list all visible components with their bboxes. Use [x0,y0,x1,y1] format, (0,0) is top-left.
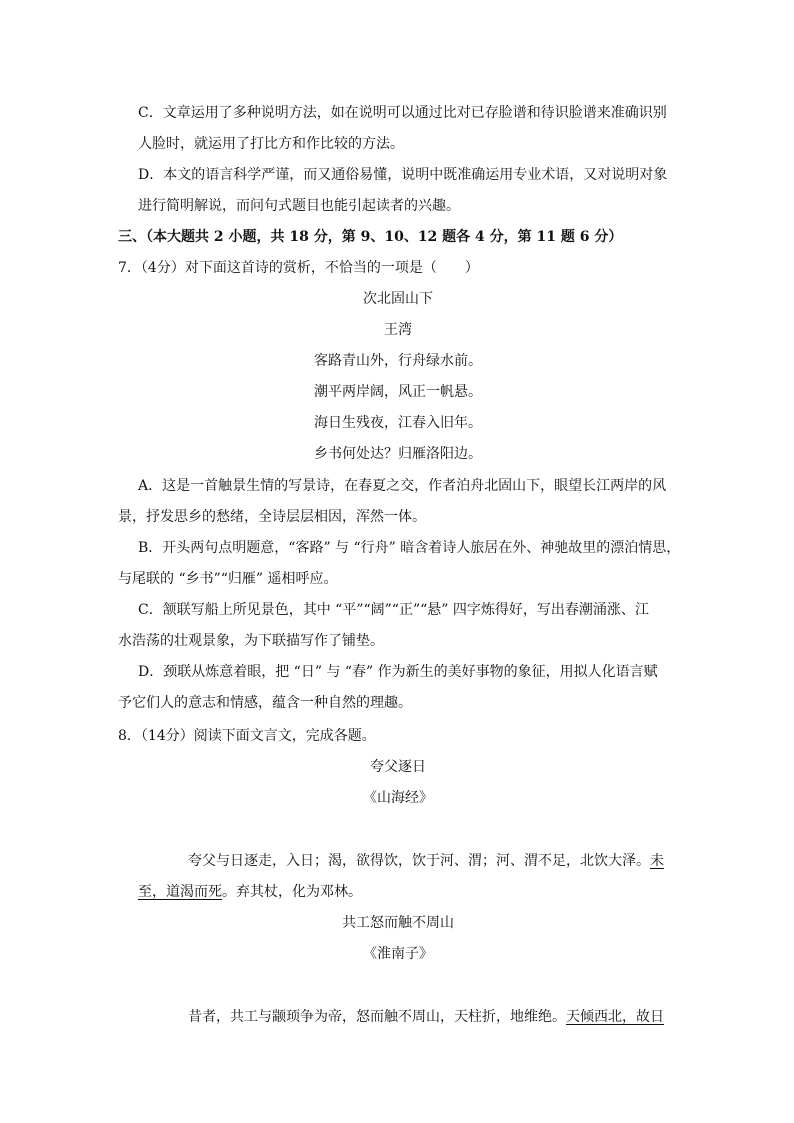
text1-plain: 夸父与日逐走，入日；渴，欲得饮，饮于河、渭；河、渭不足，北饮大泽。 [188,853,650,869]
q6-option-c-line1: C．文章运用了多种说明方法，如在说明可以通过比对已存脸谱和待识脸谱来准确识别 [138,105,667,121]
text1-paragraph-line2 [138,882,362,902]
q6-option-d-line1: D．本文的语言科学严谨，而又通俗易懂，说明中既准确运用专业术语，又对说明对象 [138,167,668,183]
q7-option-b-line2: 与尾联的 “乡书”“归雁” 遥相呼应。 [118,571,338,587]
text1-underlined: 至，道渴而死 [138,884,222,900]
q7-option-b-line1: B．开头两句点明题意，“客路” 与 “行舟” 暗含着诗人旅居在外、神驰故里的漂泊情思， [138,540,681,556]
poem-line: 海日生残夜，江春入旧年。 [314,415,482,431]
section-heading: 三、（本大题共 2 小题，共 18 分，第 9、10、12 题各 4 分，第 11 题 6 分） [118,229,623,245]
text2-title: 共工怒而触不周山 [342,915,454,931]
text1-paragraph-line1 [188,851,664,871]
text1-title: 夸父逐日 [370,759,426,775]
poem-line: 客路青山外，行舟绿水前。 [314,353,482,369]
q6-option-d-line2: 进行简明解说，而问句式题目也能引起读者的兴趣。 [138,198,460,214]
q6-option-c-line2: 人脸时，就运用了打比方和作比较的方法。 [138,136,404,152]
q7-option-c-line1: C．颔联写船上所见景色，其中 “平”“阔”“正”“悬” 四字炼得好，写出春潮涌涨、江 [138,602,649,618]
q7-option-d-line1: D．颈联从炼意着眼，把 “日” 与 “春” 作为新生的美好事物的象征，用拟人化语言赋 [138,664,658,680]
poem-title: 次北固山下 [363,291,433,307]
q7-option-a-line1: A．这是一首触景生情的写景诗，在春夏之交，作者泊舟北固山下，眼望长江两岸的风 [138,478,667,494]
text1-plain: 。弃其杖，化为邓林。 [222,884,362,900]
poem-line: 潮平两岸阔，风正一帆悬。 [314,384,482,400]
poem-author: 王湾 [384,322,412,338]
q8-stem: 8．（14分）阅读下面文言文，完成各题。 [118,728,376,744]
text1-underlined: 未 [650,853,664,869]
q7-option-a-line2: 景，抒发思乡的愁绪，全诗层层相因，浑然一体。 [118,509,426,525]
poem-line: 乡书何处达？归雁洛阳边。 [314,446,482,462]
text2-paragraph-line1 [188,1007,664,1027]
text2-underlined: 天倾西北，故日 [566,1009,664,1025]
text2-source: 《淮南子》 [363,946,433,962]
text1-source: 《山海经》 [363,790,433,806]
text2-plain: 昔者，共工与颛顼争为帝，怒而触不周山，天柱折，地维绝。 [188,1009,566,1025]
q7-stem: 7．（4分）对下面这首诗的赏析，不恰当的一项是（ ） [118,260,479,276]
q7-option-c-line2: 水浩荡的壮观景象，为下联描写作了铺垫。 [118,633,384,649]
q7-option-d-line2: 予它们人的意志和情感，蕴含一种自然的理趣。 [118,695,412,711]
